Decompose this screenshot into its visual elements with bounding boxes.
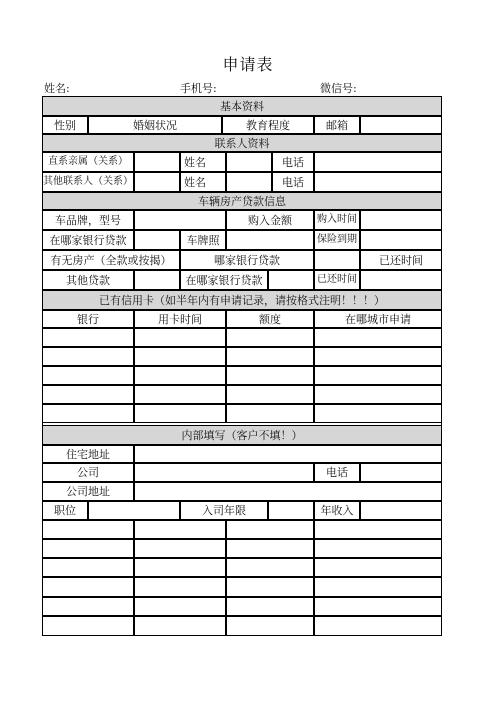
email-label: 邮箱 bbox=[314, 116, 360, 134]
page-title: 申请表 bbox=[222, 55, 274, 74]
home-address-field[interactable] bbox=[134, 445, 442, 463]
other-repaid-time-field[interactable] bbox=[360, 270, 442, 290]
income-label: 年收入 bbox=[314, 501, 360, 520]
table-row[interactable] bbox=[314, 577, 442, 597]
tenure-label: 入司年限 bbox=[180, 501, 268, 520]
car-loan-bank-label: 在哪家银行贷款 bbox=[42, 230, 134, 250]
table-row[interactable] bbox=[226, 558, 314, 577]
table-row[interactable] bbox=[134, 366, 226, 385]
table-row[interactable] bbox=[134, 577, 226, 597]
wechat-label: 微信号: bbox=[320, 82, 357, 95]
direct-relative-relation-field[interactable] bbox=[134, 152, 180, 172]
license-plate-field[interactable] bbox=[226, 230, 314, 250]
table-row[interactable] bbox=[314, 347, 442, 366]
table-row[interactable] bbox=[314, 366, 442, 385]
other-contact-name-field[interactable] bbox=[226, 172, 272, 192]
insurance-expiry-field[interactable] bbox=[360, 230, 442, 250]
education-label: 教育程度 bbox=[222, 116, 314, 134]
table-row[interactable] bbox=[134, 404, 226, 423]
section-contacts: 联系人资料 bbox=[42, 134, 442, 152]
table-row[interactable] bbox=[314, 539, 442, 558]
table-row[interactable] bbox=[226, 597, 314, 616]
table-row[interactable] bbox=[42, 616, 134, 636]
table-row[interactable] bbox=[42, 539, 134, 558]
house-loan-bank-label: 哪家银行贷款 bbox=[180, 250, 314, 270]
table-row[interactable] bbox=[42, 347, 134, 366]
table-row[interactable] bbox=[134, 539, 226, 558]
tenure-field[interactable] bbox=[268, 501, 314, 520]
contact-name-label: 姓名 bbox=[180, 172, 226, 192]
table-row[interactable] bbox=[314, 404, 442, 423]
house-repaid-time-label: 已还时间 bbox=[360, 250, 442, 270]
table-row[interactable] bbox=[42, 520, 134, 539]
section-internal: 内部填写（客户不填！） bbox=[42, 425, 442, 445]
other-contact-relation-field[interactable] bbox=[134, 172, 180, 192]
direct-relative-phone-field[interactable] bbox=[314, 152, 442, 172]
table-row[interactable] bbox=[134, 616, 226, 636]
contact-phone-label: 电话 bbox=[272, 152, 314, 172]
table-row[interactable] bbox=[226, 366, 314, 385]
company-field[interactable] bbox=[134, 463, 314, 482]
table-row[interactable] bbox=[134, 597, 226, 616]
purchase-time-field[interactable] bbox=[360, 210, 442, 230]
table-row[interactable] bbox=[226, 328, 314, 347]
contact-phone-label: 电话 bbox=[272, 172, 314, 192]
table-row[interactable] bbox=[134, 558, 226, 577]
car-brand-label: 车品牌，型号 bbox=[42, 210, 134, 230]
table-row[interactable] bbox=[134, 347, 226, 366]
card-limit-header: 额度 bbox=[226, 310, 314, 328]
table-row[interactable] bbox=[42, 404, 134, 423]
phone-label: 手机号: bbox=[180, 82, 217, 95]
direct-relative-name-field[interactable] bbox=[226, 152, 272, 172]
table-row[interactable] bbox=[42, 385, 134, 404]
position-label: 职位 bbox=[42, 501, 88, 520]
table-row[interactable] bbox=[314, 597, 442, 616]
other-loan-bank-field[interactable] bbox=[268, 270, 314, 290]
company-address-field[interactable] bbox=[134, 482, 442, 501]
house-loan-bank-field[interactable] bbox=[314, 250, 360, 270]
table-row[interactable] bbox=[226, 539, 314, 558]
house-property-label: 有无房产（全款或按揭） bbox=[42, 250, 180, 270]
table-row[interactable] bbox=[226, 577, 314, 597]
insurance-expiry-label: 保险到期 bbox=[314, 230, 360, 250]
other-loan-bank-label: 在哪家银行贷款 bbox=[180, 270, 268, 290]
table-row[interactable] bbox=[226, 404, 314, 423]
car-brand-field[interactable] bbox=[134, 210, 226, 230]
table-row[interactable] bbox=[226, 347, 314, 366]
purchase-time-label: 购入时间 bbox=[314, 210, 360, 230]
car-loan-bank-field[interactable] bbox=[134, 230, 180, 250]
section-basic-info: 基本资料 bbox=[42, 96, 442, 116]
section-credit-cards: 已有信用卡（如半年内有申请记录，请按格式注明！！！） bbox=[42, 290, 442, 310]
table-row[interactable] bbox=[314, 385, 442, 404]
card-bank-header: 银行 bbox=[42, 310, 134, 328]
income-field[interactable] bbox=[360, 501, 442, 520]
other-contact-label: 其他联系人（关系） bbox=[42, 172, 134, 192]
other-loan-label: 其他贷款 bbox=[42, 270, 134, 290]
other-loan-field[interactable] bbox=[134, 270, 180, 290]
table-row[interactable] bbox=[134, 328, 226, 347]
marital-status-label: 婚姻状况 bbox=[88, 116, 222, 134]
table-row[interactable] bbox=[134, 520, 226, 539]
card-city-header: 在哪城市申请 bbox=[314, 310, 442, 328]
name-label: 姓名: bbox=[44, 82, 70, 95]
card-time-header: 用卡时间 bbox=[134, 310, 226, 328]
other-repaid-time-label: 已还时间 bbox=[314, 270, 360, 290]
table-row[interactable] bbox=[42, 328, 134, 347]
table-row[interactable] bbox=[314, 328, 442, 347]
position-field[interactable] bbox=[88, 501, 180, 520]
table-row[interactable] bbox=[226, 385, 314, 404]
company-phone-field[interactable] bbox=[360, 463, 442, 482]
company-phone-label: 电话 bbox=[314, 463, 360, 482]
table-row[interactable] bbox=[134, 385, 226, 404]
license-plate-label: 车牌照 bbox=[180, 230, 226, 250]
other-contact-phone-field[interactable] bbox=[314, 172, 442, 192]
home-address-label: 住宅地址 bbox=[42, 445, 134, 463]
section-loan-info: 车辆房产贷款信息 bbox=[42, 192, 442, 210]
company-label: 公司 bbox=[42, 463, 134, 482]
table-row[interactable] bbox=[314, 520, 442, 539]
purchase-amount-label: 购入金额 bbox=[226, 210, 314, 230]
table-row[interactable] bbox=[226, 520, 314, 539]
table-row[interactable] bbox=[226, 616, 314, 636]
table-row[interactable] bbox=[42, 366, 134, 385]
company-address-label: 公司地址 bbox=[42, 482, 134, 501]
direct-relative-label: 直系亲属（关系） bbox=[42, 152, 134, 172]
table-row[interactable] bbox=[42, 558, 134, 577]
email-field[interactable] bbox=[360, 116, 442, 134]
contact-name-label: 姓名 bbox=[180, 152, 226, 172]
table-row[interactable] bbox=[314, 558, 442, 577]
gender-label: 性别 bbox=[42, 116, 88, 134]
table-row[interactable] bbox=[314, 616, 442, 636]
table-row[interactable] bbox=[42, 597, 134, 616]
table-row[interactable] bbox=[42, 577, 134, 597]
